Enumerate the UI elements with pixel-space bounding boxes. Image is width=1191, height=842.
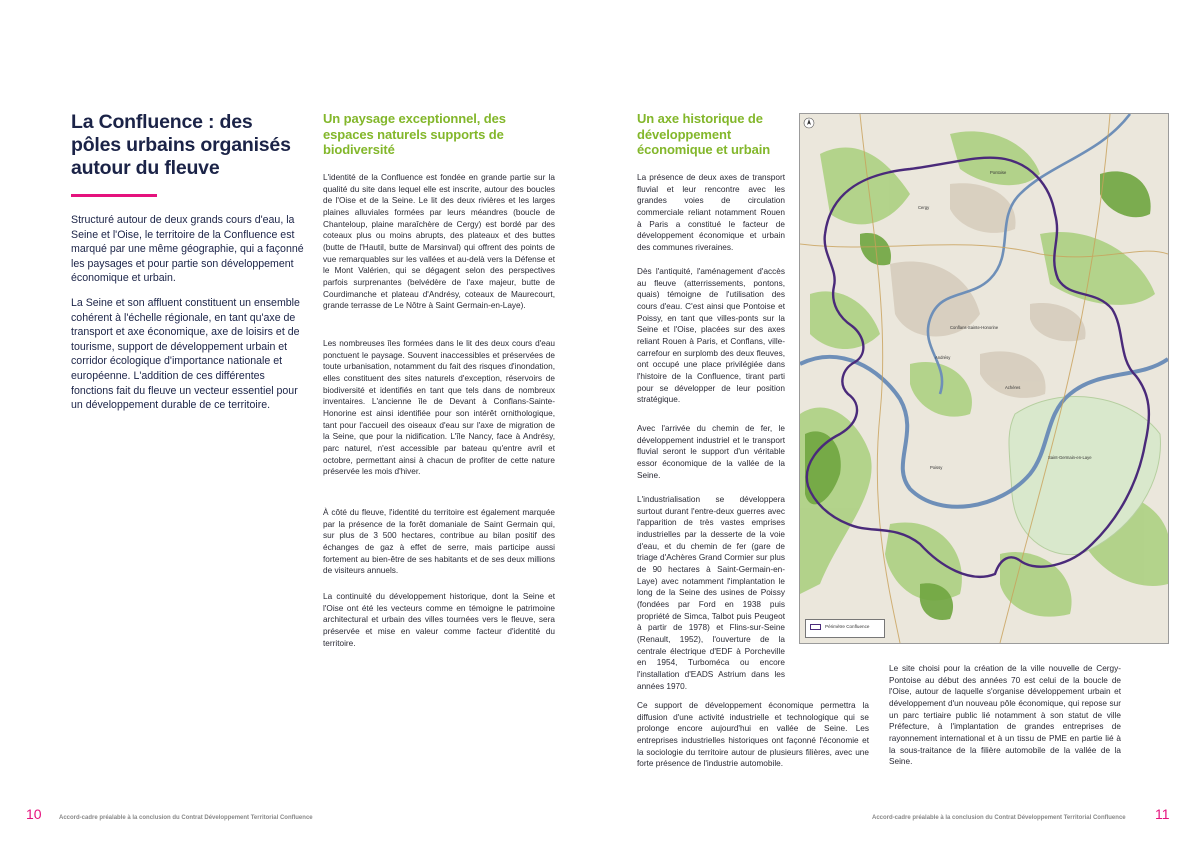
map-label: Poissy	[930, 465, 943, 470]
map-label: Cergy	[918, 205, 930, 210]
body-paragraph: À côté du fleuve, l'identité du territoire est également marquée par la présence de la forêt domaniale de Saint Germain qui, sur plus de 3 500 hectares, contribue au bilan positif des échanges de gaz à effet de serre, mais participe aussi fortement au bien-être de ses habitants et de ses deux millions de visiteurs annuels.	[323, 508, 555, 576]
intro-paragraph: Structuré autour de deux grands cours d'eau, la Seine et l'Oise, le territoire de la Confluence est marqué par une même géographie, qui a façonné les paysages et pour partie son développement économique et urbain.	[71, 214, 304, 285]
body-paragraph: Les nombreuses îles formées dans le lit des deux cours d'eau ponctuent le paysage. Souvent inaccessibles et préservées de toute urbanisation, notamment du fait des risques d'inondation, elles constituent des sites naturels d'exception, réservoirs de biodiversité et identifiés en tant que tels dans de nombreux inventaires. L'ancienne île de Devant à Conflans-Sainte-Honorine est ainsi identifiée pour son intérêt ornithologique, tant pour l'accueil des oiseaux d'eau sur l'axe de migration de la Seine, que pour la nidification. L'île Nancy, face à Andrésy, parc naturel, n'est accessible par bateau qu'entre avril et octobre, permettant ainsi à chacun de profiter de cette nature préservée les mois d'hiver.	[323, 339, 555, 477]
legend-label: Périmètre Confluence	[825, 624, 870, 629]
perimeter-swatch	[810, 624, 821, 630]
body-paragraph: La continuité du développement historique, dont la Seine et l'Oise ont été les vecteurs comme en témoigne le patrimoine architectural et urbain des villes tournées vers le fleuve, sera préservée et mise en valeur comme facteur d'identité du territoire.	[323, 592, 555, 648]
body-paragraph: Dès l'antiquité, l'aménagement d'accès au fleuve (atterrissements, pontons, quais) témoigne de l'utilisation des cours d'eau. C'est ainsi que Pontoise et Poissy, en tant que villes-ponts sur la Seine et l'Oise, placées sur des axes reliant Rouen à Paris, et Conflans, ville-carrefour en surplomb des deux fleuves, ont occupé une place privilégiée dans l'histoire de la Confluence, tirant parti pour se développer de leur position stratégique.	[637, 267, 785, 405]
page-number-right: 11	[1155, 806, 1170, 822]
map-label: Andrésy	[935, 355, 951, 360]
map-label: Conflans-Sainte-Honorine	[950, 325, 999, 330]
body-paragraph: Le site choisi pour la création de la ville nouvelle de Cergy-Pontoise au début des années 70 est celui de la boucle de l'Oise, autour de laquelle s'organise développement urbain et développement d'un nouveau pôle économique, qui repose sur un parc tertiaire public lié notamment à son statut de ville Préfecture, à l'implantation de grandes entreprises de rayonnement international et à un tissu de PME en partie lié à la sous-traitance de la filière automobile de la vallée de la Seine.	[889, 664, 1121, 767]
footer-right: Accord-cadre préalable à la conclusion du Contrat Développement Territorial Confluence	[872, 815, 1126, 821]
footer-left: Accord-cadre préalable à la conclusion du Contrat Développement Territorial Confluence	[59, 815, 313, 821]
map-label: Saint-Germain-en-Laye	[1048, 455, 1092, 460]
section-heading-history: Un axe historique de développement économique et urbain	[637, 111, 771, 157]
title-underline	[71, 194, 157, 197]
page-title: La Confluence : des pôles urbains organisés autour du fleuve	[71, 111, 291, 179]
body-paragraph: L'industrialisation se développera surtout durant l'entre-deux guerres avec l'apparition de très vastes emprises industrielles par la desserte de la voie d'eau, et du chemin de fer (gare de triage d'Achères Grand Cormier sur plus de 90 hectares à Saint-Germain-en-Laye) avec notamment l'implantation le long de la Seine des usines de Poissy (fondées par Ford en 1938 puis propriété de Simca, Talbot puis Peugeot à partir de 1978) et Flins-sur-Seine (Renault, 1952), l'ouverture de la centrale électrique d'EDF à Porcheville en 1954, Turboméca ou encore l'installation d'EADS Astrium dans les années 1970.	[637, 495, 785, 691]
north-arrow-icon	[804, 118, 814, 128]
map-label: Pontoise	[990, 170, 1007, 175]
confluence-map	[799, 113, 1169, 644]
body-paragraph: La présence de deux axes de transport fluvial et leur rencontre avec les grandes voies de circulation commerciale reliant notamment Rouen à Paris a constitué le facteur de développement économique et urbain des communes riveraines.	[637, 173, 785, 252]
body-paragraph: L'identité de la Confluence est fondée en grande partie sur la qualité du site dans lequel elle est inscrite, autour des boucles de l'Oise et de la Seine. Le lit des deux rivières et les larges plaines alluviales formées par leurs méandres (boucle de Chanteloup, plaine maraîchère de Cergy) est bordé par des coteaux plus ou moins abrupts, des plateaux et des buttes (butte de l'Hautil, butte de Marsinval) qui offrent des points de vue remarquables sur les vallées et au-delà vers la Défense et le Mont Valérien, qui se dégagent selon des perspectives parfois surprenantes (belvédère de l'axe majeur, butte de Courdimanche et plateau d'Andrésy, coteaux de Maurecourt, grande terrasse de Le Nôtre à Saint Germain-en-Laye).	[323, 173, 555, 311]
page-number-left: 10	[26, 806, 42, 822]
section-heading-landscape: Un paysage exceptionnel, des espaces naturels supports de biodiversité	[323, 111, 506, 157]
map-graphic	[800, 114, 1168, 643]
body-paragraph: Ce support de développement économique permettra la diffusion d'une activité industrielle et technologique qui se prolonge encore aujourd'hui en vallée de Seine. Les entreprises industrielles historiques ont façonné l'économie et la sociologie du territoire autour de plusieurs filières, avec une forte présence de l'industrie automobile.	[637, 701, 869, 769]
intro-paragraph-2: La Seine et son affluent constituent un ensemble cohérent à l'échelle régionale, en tant qu'axe de transport et axe économique, axe de loisirs et de tourisme, support de développement urbain et corridor écologique d'importance nationale et européenne. L'addition de ces différentes fonctions fait du fleuve un vecteur essentiel pour un développement durable de ce territoire.	[71, 297, 300, 412]
map-legend	[805, 619, 885, 638]
body-paragraph: Avec l'arrivée du chemin de fer, le développement industriel et le transport fluvial seront le support d'un véritable essor économique de la vallée de la Seine.	[637, 424, 785, 480]
map-label: Achères	[1005, 385, 1021, 390]
